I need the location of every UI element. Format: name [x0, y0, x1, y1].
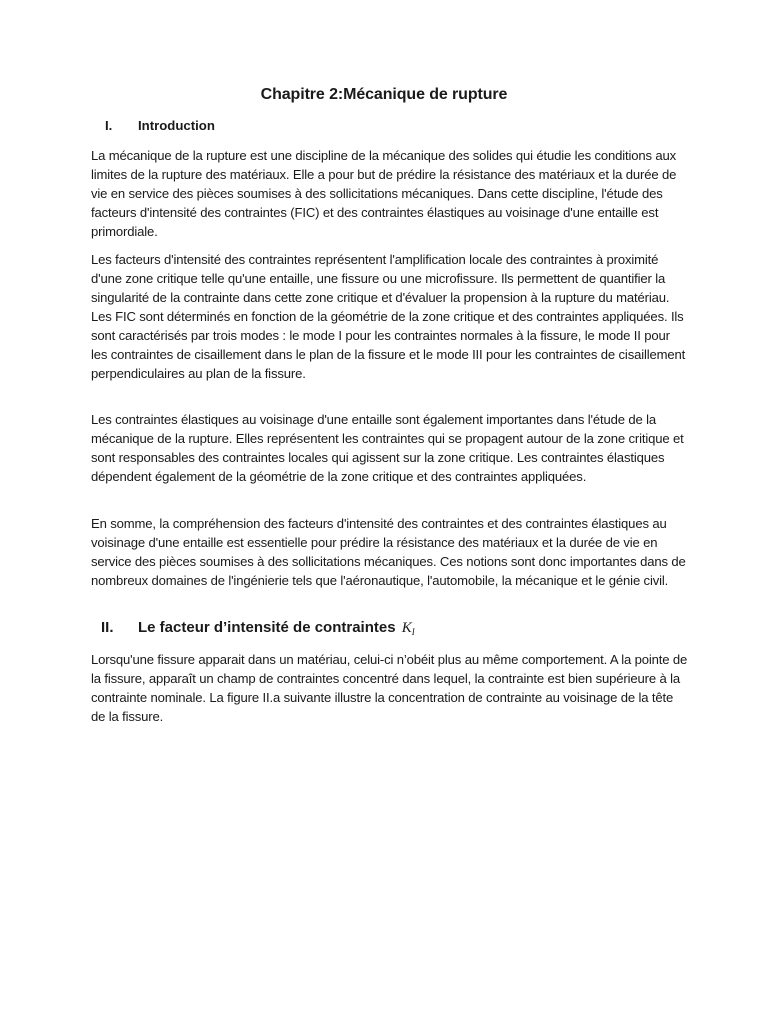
section-title: Introduction [138, 118, 215, 133]
section-title: Le facteur d’intensité de contraintes [138, 619, 396, 636]
k-symbol-letter: K [401, 620, 412, 636]
k-symbol-subscript: I [411, 627, 415, 637]
section-heading-introduction [105, 118, 215, 133]
paragraph-4: En somme, la compréhension des facteurs d'intensité des contraintes et des contraintes élastiques au voisinage d'une entaille est essentielle pour prédire la résistance des matériaux et la durée de vie en service des pièces soumises à des sollicitations mécaniques. Ces notions sont donc importantes dans de nombreux domaines de l'ingénierie tels que l'aéronautique, l'automobile, la mécanique et le génie civil. [91, 516, 686, 588]
k-symbol [402, 620, 415, 636]
paragraph-2: Les facteurs d'intensité des contraintes représentent l'amplification locale des contraintes à proximité d'une zone critique telle qu'une entaille, une fissure ou une microfissure. Ils permettent de quantifier la singularité de la contrainte dans cette zone critique et d'évaluer la propension à la rupture du matériau. Les FIC sont déterminés en fonction de la géométrie de la zone critique et des contraintes appliquées. Ils sont caractérisés par trois modes : le mode I pour les contraintes normales à la fissure, le mode II pour les contraintes de cisaillement dans le plan de la fissure et le mode III pour les contraintes de cisaillement perpendiculaires au plan de la fissure. [91, 252, 686, 381]
section-number: I. [105, 118, 113, 133]
paragraph-5: Lorsqu'une fissure apparait dans un matériau, celui-ci n’obéit plus au même comportement. A la pointe de la fissure, apparaît un champ de contraintes concentré dans lequel, la contrainte est bien supérieure à la contrainte nominale. La figure II.a suivante illustre la concentration de contrainte au voisinage de la tête de la fissure. [91, 652, 688, 724]
paragraph-1: La mécanique de la rupture est une discipline de la mécanique des solides qui étudie les conditions aux limites de la rupture des matériaux. Elle a pour but de prédire la résistance des matériaux et la durée de vie en service des pièces soumises à des sollicitations mécaniques. Dans cette discipline, l'étude des facteurs d'intensité des contraintes (FIC) et des contraintes élastiques au voisinage d'une entaille est primordiale. [91, 148, 677, 239]
chapter-title: Chapitre 2:Mécanique de rupture [260, 86, 508, 103]
section-heading-stress-intensity [101, 619, 415, 637]
paragraph-3: Les contraintes élastiques au voisinage d'une entaille sont également importantes dans l'étude de la mécanique de la rupture. Elles représentent les contraintes qui se propagent autour de la zone critique et sont responsables des contraintes locales qui agissent sur la zone critique. Les contraintes élastiques dépendent également de la géométrie de la zone critique et des contraintes appliquées. [91, 412, 684, 484]
section-number: II. [101, 619, 114, 636]
